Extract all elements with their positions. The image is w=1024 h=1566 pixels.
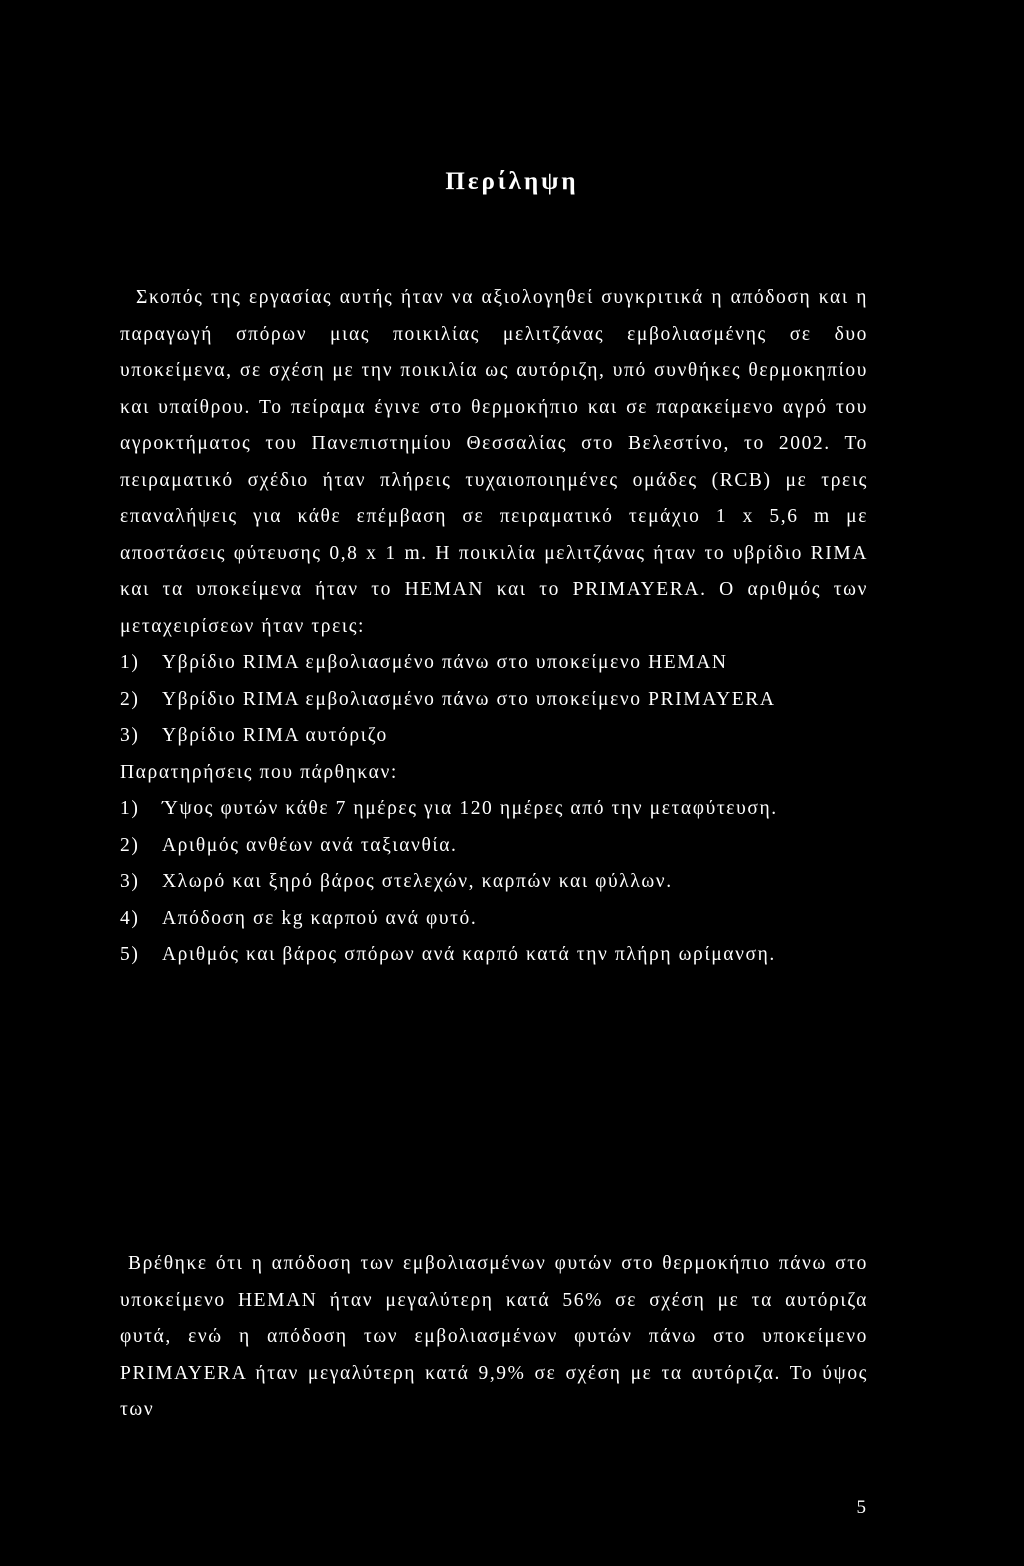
list-item [120, 682, 868, 719]
list-item-number: 1) [120, 798, 140, 819]
list-item [120, 718, 868, 755]
list-item-number: 1) [120, 652, 140, 673]
list-item-number: 2) [120, 834, 140, 856]
results-paragraph: Βρέθηκε ότι η απόδοση των εμβολιασμένων φυτών στο θερμοκήπιο πάνω στο υποκείμενο HEMAN ήταν μεγαλύτερη κατά 56% σε σχέση με τα αυτόριζα φυτά, ενώ η απόδοση των εμβολιασμένων φυτών πάνω στο υποκείμενο PRIMAYERA ήταν μεγαλύτερη κατά 9,9% σε σχέση με τα αυτόριζα. Το ύψος των [120, 1253, 868, 1420]
list-item-text: Χλωρό και ξηρό βάρος στελεχών, καρπών και φύλλων. [162, 871, 673, 892]
observations-label: Παρατηρήσεις που πάρθηκαν: [120, 761, 398, 783]
list-item-number: 3) [120, 871, 140, 892]
list-item-number: 3) [120, 725, 140, 746]
page-number: 5 [856, 1497, 866, 1518]
list-item [120, 937, 868, 974]
list-item [120, 864, 868, 901]
list-item [120, 901, 868, 938]
list-item-text: Ύψος φυτών κάθε 7 ημέρες για 120 ημέρες από την μεταφύτευση. [162, 798, 778, 819]
treatments-list [120, 645, 868, 755]
list-item [120, 645, 868, 682]
list-item-text: Αριθμός και βάρος σπόρων ανά καρπό κατά την πλήρη ωρίμανση. [162, 944, 776, 965]
list-item-text: Αριθμός ανθέων ανά ταξιανθία. [162, 834, 458, 856]
observations-list [120, 791, 868, 974]
list-item-number: 2) [120, 688, 140, 710]
list-item [120, 791, 868, 828]
list-item-text: Υβρίδιο RIMA αυτόριζο [162, 725, 388, 746]
list-item-number: 4) [120, 907, 140, 929]
list-item-number: 5) [120, 944, 140, 965]
list-item-text: Υβρίδιο RIMA εμβολιασμένο πάνω στο υποκείμενο HEMAN [162, 652, 728, 673]
page-title: Περίληψη [445, 168, 579, 195]
intro-paragraph: Σκοπός της εργασίας αυτής ήταν να αξιολογηθεί συγκριτικά η απόδοση και η παραγωγή σπόρων μιας ποικιλίας μελιτζάνας εμβολιασμένης σε δυο υποκείμενα, σε σχέση με την ποικιλία ως αυτόριζη, υπό συνθήκες θερμοκηπίου και υπαίθρου. Το πείραμα έγινε στο θερμοκήπιο και σε παρακείμενο αγρό του αγροκτήματος του Πανεπιστημίου Θεσσαλίας στο Βελεστίνο, το 2002. Το πειραματικό σχέδιο ήταν πλήρεις τυχαιοποιημένες ομάδες (RCB) με τρεις επαναλήψεις για κάθε επέμβαση σε πειραματικό τεμάχιο 1 x 5,6 m με αποστάσεις φύτευσης 0,8 x 1 m. Η ποικιλία μελιτζάνας ήταν το υβρίδιο RIMA και τα υποκείμενα ήταν το HEMAN και το PRIMAYERA. Ο αριθμός των μεταχειρίσεων ήταν τρεις: [120, 287, 868, 637]
list-item-text: Απόδοση σε kg καρπού ανά φυτό. [162, 907, 478, 929]
results-body [120, 1246, 868, 1429]
list-item-text: Υβρίδιο RIMA εμβολιασμένο πάνω στο υποκείμενο PRIMAYERA [162, 688, 776, 710]
abstract-body [120, 280, 868, 974]
list-item [120, 828, 868, 865]
